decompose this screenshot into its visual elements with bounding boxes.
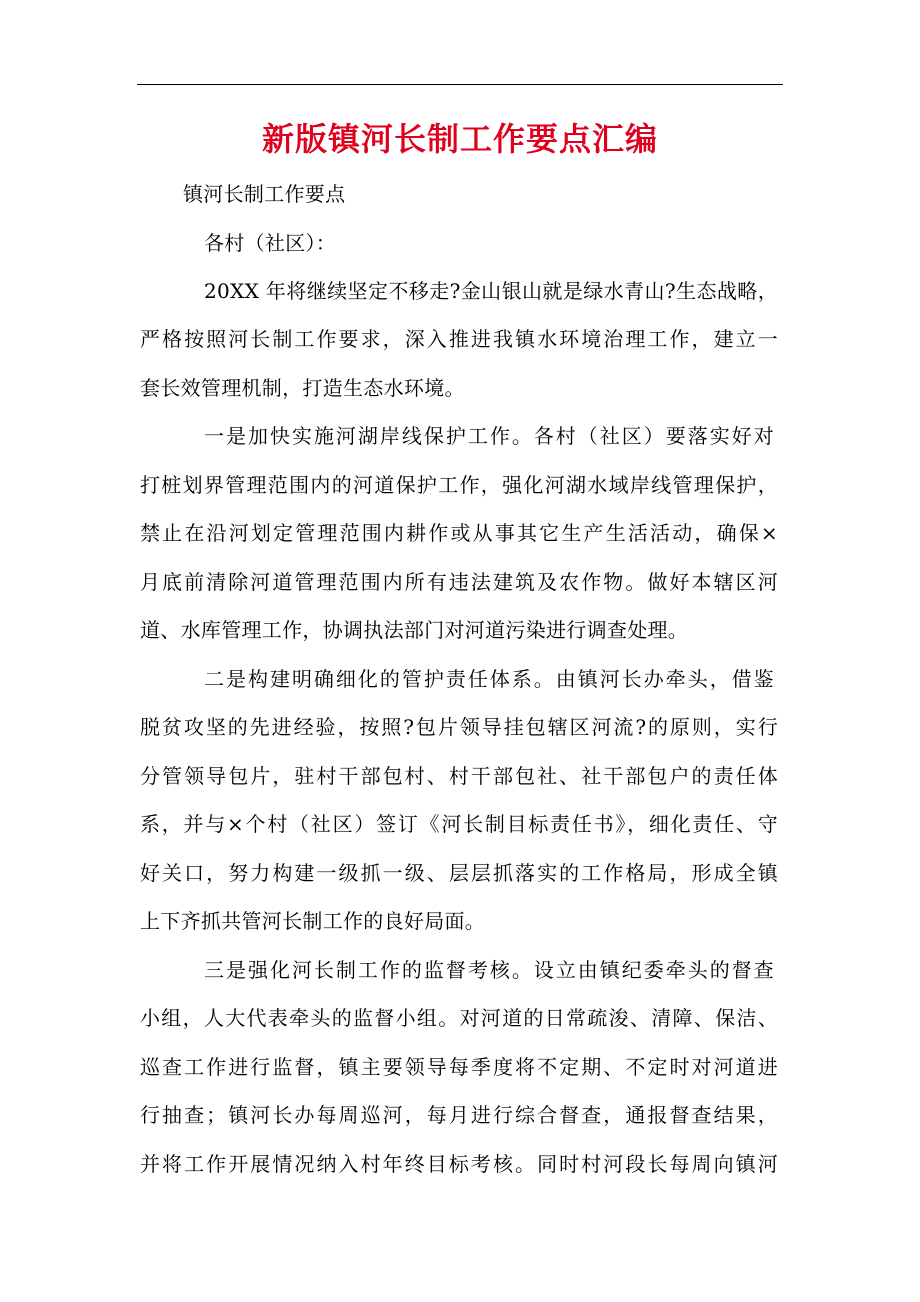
- paragraph-line: 严格按照河长制工作要求，深入推进我镇水环境治理工作，建立一: [140, 327, 778, 351]
- paragraph-line: 巡查工作进行监督，镇主要领导每季度将不定期、不定时对河道进: [140, 1055, 778, 1079]
- paragraph-line: 上下齐抓共管河长制工作的良好局面。: [140, 909, 486, 933]
- paragraph-line: 行抽查；镇河长办每周巡河，每月进行综合督查，通报督查结果，: [140, 1103, 778, 1127]
- paragraph-line: 20XX 年将继续坚定不移走?金山银山就是绿水青山?生态战略，: [204, 279, 778, 303]
- paragraph-line: 打桩划界管理范围内的河道保护工作，强化河湖水域岸线管理保护，: [140, 473, 778, 497]
- paragraph-line: 二是构建明确细化的管护责任体系。由镇河长办牵头，借鉴: [204, 667, 774, 691]
- paragraph-line: 套长效管理机制，打造生态水环境。: [140, 376, 465, 400]
- paragraph-line: 分管领导包片，驻村干部包村、村干部包社、社干部包户的责任体: [140, 764, 778, 788]
- salutation: 各村（社区）：: [204, 231, 337, 255]
- paragraph-line: 脱贫攻坚的先进经验，按照?包片领导挂包辖区河流?的原则，实行: [140, 715, 778, 739]
- paragraph-line: 小组，人大代表牵头的监督小组。对河道的日常疏浚、清障、保洁、: [140, 1006, 778, 1030]
- document-title: 新版镇河长制工作要点汇编: [261, 120, 658, 158]
- paragraph-line: 系，并与×个村（社区）签订《河长制目标责任书》，细化责任、守: [140, 812, 778, 836]
- subtitle: 镇河长制工作要点: [183, 182, 346, 206]
- header-rule: [137, 84, 783, 85]
- paragraph-line: 道、水库管理工作，协调执法部门对河道污染进行调查处理。: [140, 618, 689, 642]
- paragraph-line: 禁止在沿河划定管理范围内耕作或从事其它生产生活活动，确保×: [140, 521, 778, 545]
- paragraph-line: 好关口，努力构建一级抓一级、层层抓落实的工作格局，形成全镇: [140, 861, 778, 885]
- paragraph-line: 一是加快实施河湖岸线保护工作。各村（社区）要落实好对: [204, 424, 774, 448]
- paragraph-line: 三是强化河长制工作的监督考核。设立由镇纪委牵头的督查: [204, 958, 774, 982]
- paragraph-line: 并将工作开展情况纳入村年终目标考核。同时村河段长每周向镇河: [140, 1152, 778, 1176]
- paragraph-line: 月底前清除河道管理范围内所有违法建筑及农作物。做好本辖区河: [140, 570, 778, 594]
